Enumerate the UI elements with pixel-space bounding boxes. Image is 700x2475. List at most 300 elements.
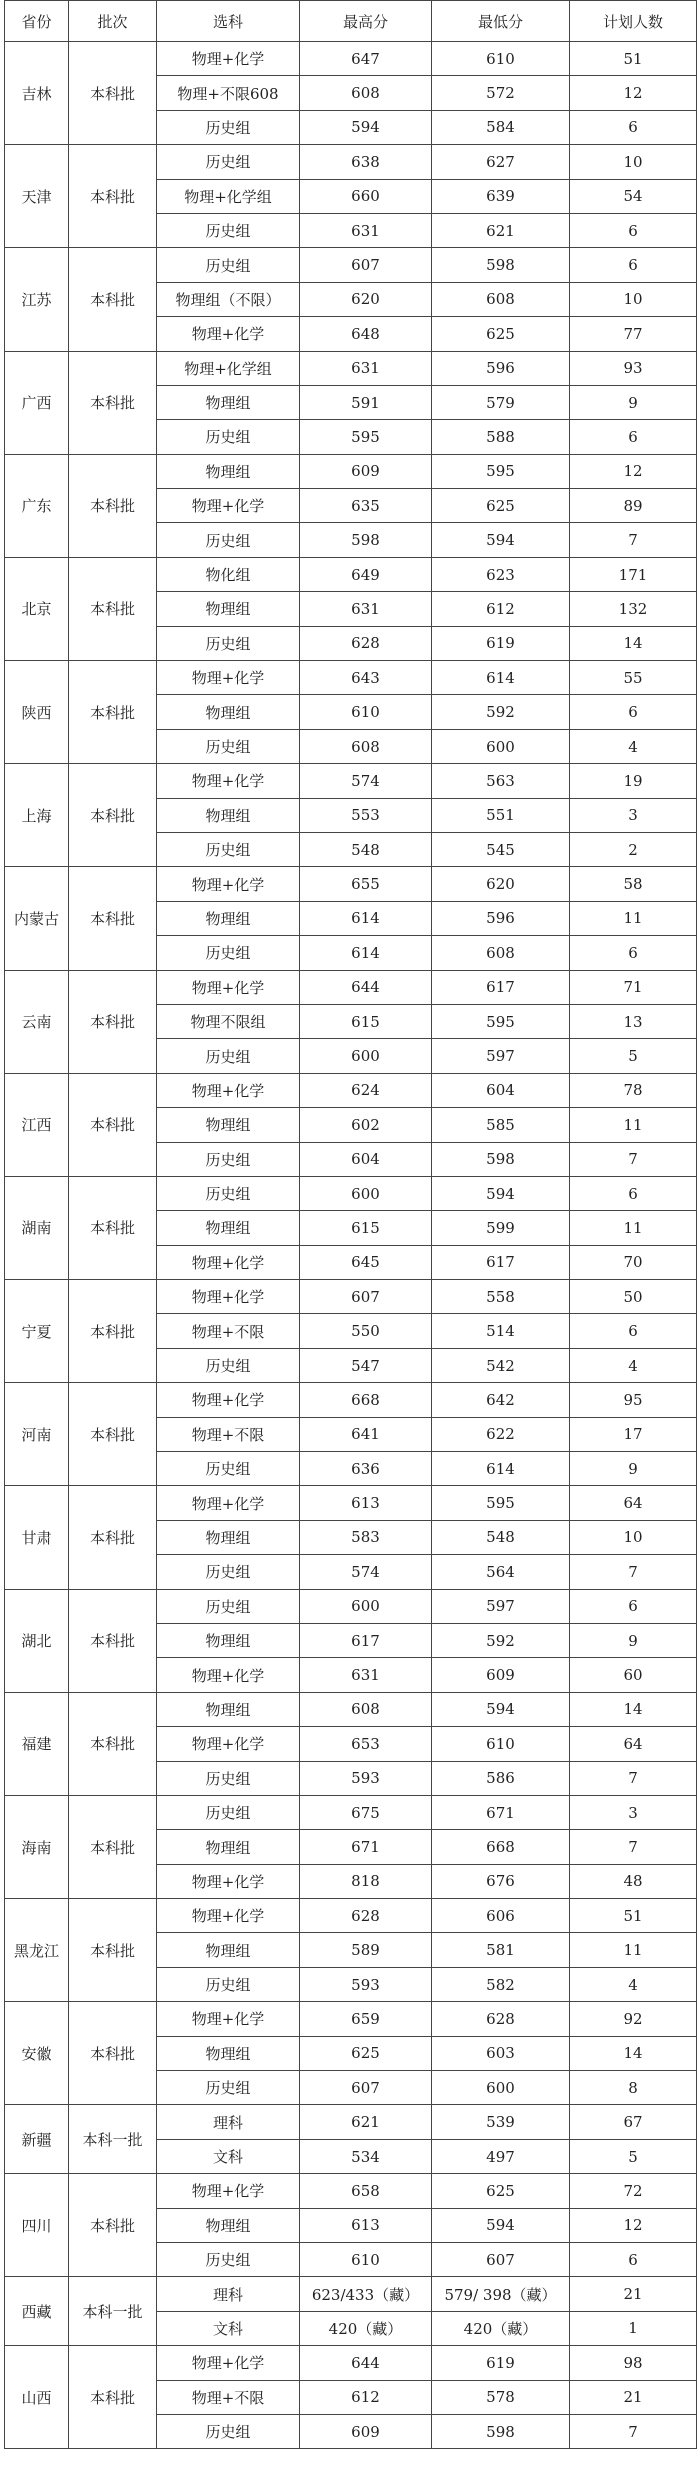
plan-count-cell: 6 xyxy=(570,248,697,282)
province-cell: 西藏 xyxy=(5,2277,69,2346)
min-score-cell: 595 xyxy=(432,1004,570,1038)
subject-cell: 历史组 xyxy=(157,420,300,454)
min-score-cell: 596 xyxy=(432,351,570,385)
min-score-cell: 594 xyxy=(432,2208,570,2242)
min-score-cell: 585 xyxy=(432,1108,570,1142)
max-score-cell: 644 xyxy=(300,2346,432,2380)
province-cell: 四川 xyxy=(5,2174,69,2277)
plan-count-cell: 51 xyxy=(570,42,697,76)
subject-cell: 物理组 xyxy=(157,695,300,729)
min-score-cell: 625 xyxy=(432,2174,570,2208)
max-score-cell: 623/433（藏） xyxy=(300,2277,432,2311)
max-score-cell: 628 xyxy=(300,626,432,660)
subject-cell: 物理组 xyxy=(157,1108,300,1142)
max-score-cell: 608 xyxy=(300,729,432,763)
subject-cell: 历史组 xyxy=(157,213,300,247)
max-score-cell: 624 xyxy=(300,1073,432,1107)
max-score-cell: 643 xyxy=(300,661,432,695)
plan-count-cell: 70 xyxy=(570,1245,697,1279)
max-score-cell: 644 xyxy=(300,970,432,1004)
min-score-cell: 608 xyxy=(432,936,570,970)
min-score-cell: 598 xyxy=(432,1142,570,1176)
table-row xyxy=(5,1795,697,1829)
plan-count-cell: 6 xyxy=(570,936,697,970)
batch-cell: 本科批 xyxy=(69,1383,157,1486)
max-score-cell: 602 xyxy=(300,1108,432,1142)
plan-count-cell: 54 xyxy=(570,179,697,213)
min-score-cell: 594 xyxy=(432,1692,570,1726)
table-row xyxy=(5,2277,697,2311)
plan-count-cell: 71 xyxy=(570,970,697,1004)
min-score-cell: 608 xyxy=(432,282,570,316)
max-score-cell: 608 xyxy=(300,76,432,110)
max-score-cell: 631 xyxy=(300,351,432,385)
min-score-cell: 548 xyxy=(432,1520,570,1554)
subject-cell: 理科 xyxy=(157,2277,300,2311)
plan-count-cell: 98 xyxy=(570,2346,697,2380)
plan-count-cell: 14 xyxy=(570,1692,697,1726)
plan-count-cell: 12 xyxy=(570,454,697,488)
batch-cell: 本科批 xyxy=(69,454,157,557)
table-row xyxy=(5,557,697,591)
plan-count-cell: 13 xyxy=(570,1004,697,1038)
batch-cell: 本科批 xyxy=(69,661,157,764)
min-score-cell: 581 xyxy=(432,1933,570,1967)
max-score-cell: 645 xyxy=(300,1245,432,1279)
plan-count-cell: 11 xyxy=(570,901,697,935)
province-cell: 吉林 xyxy=(5,42,69,145)
plan-count-cell: 72 xyxy=(570,2174,697,2208)
plan-count-cell: 7 xyxy=(570,523,697,557)
province-cell: 广西 xyxy=(5,351,69,454)
plan-count-cell: 6 xyxy=(570,1176,697,1210)
subject-cell: 物理组 xyxy=(157,1211,300,1245)
subject-cell: 历史组 xyxy=(157,523,300,557)
max-score-cell: 668 xyxy=(300,1383,432,1417)
min-score-cell: 627 xyxy=(432,145,570,179)
plan-count-cell: 6 xyxy=(570,110,697,144)
min-score-cell: 617 xyxy=(432,1245,570,1279)
min-score-cell: 610 xyxy=(432,1727,570,1761)
province-cell: 山西 xyxy=(5,2346,69,2449)
plan-count-cell: 5 xyxy=(570,2139,697,2173)
max-score-cell: 653 xyxy=(300,1727,432,1761)
max-score-cell: 612 xyxy=(300,2380,432,2414)
table-row xyxy=(5,1280,697,1314)
province-cell: 湖南 xyxy=(5,1176,69,1279)
min-score-cell: 594 xyxy=(432,523,570,557)
plan-count-cell: 58 xyxy=(570,867,697,901)
min-score-cell: 610 xyxy=(432,42,570,76)
batch-cell: 本科批 xyxy=(69,145,157,248)
max-score-cell: 613 xyxy=(300,2208,432,2242)
table-row xyxy=(5,1073,697,1107)
table-row xyxy=(5,2002,697,2036)
subject-cell: 物理+化学 xyxy=(157,1899,300,1933)
max-score-cell: 574 xyxy=(300,764,432,798)
batch-cell: 本科一批 xyxy=(69,2105,157,2174)
max-score-cell: 614 xyxy=(300,901,432,935)
max-score-cell: 589 xyxy=(300,1933,432,1967)
table-row xyxy=(5,2346,697,2380)
batch-cell: 本科批 xyxy=(69,42,157,145)
province-cell: 甘肃 xyxy=(5,1486,69,1589)
subject-cell: 历史组 xyxy=(157,145,300,179)
max-score-cell: 631 xyxy=(300,592,432,626)
header-plan-count: 计划人数 xyxy=(570,1,697,42)
max-score-cell: 548 xyxy=(300,832,432,866)
max-score-cell: 655 xyxy=(300,867,432,901)
header-subject: 选科 xyxy=(157,1,300,42)
batch-cell: 本科批 xyxy=(69,764,157,867)
batch-cell: 本科批 xyxy=(69,1176,157,1279)
subject-cell: 物理组（不限） xyxy=(157,282,300,316)
subject-cell: 物理+不限 xyxy=(157,1417,300,1451)
plan-count-cell: 7 xyxy=(570,1142,697,1176)
batch-cell: 本科批 xyxy=(69,867,157,970)
plan-count-cell: 21 xyxy=(570,2277,697,2311)
plan-count-cell: 8 xyxy=(570,2071,697,2105)
province-cell: 上海 xyxy=(5,764,69,867)
min-score-cell: 621 xyxy=(432,213,570,247)
min-score-cell: 582 xyxy=(432,1967,570,2001)
subject-cell: 历史组 xyxy=(157,1761,300,1795)
plan-count-cell: 7 xyxy=(570,1555,697,1589)
province-cell: 河南 xyxy=(5,1383,69,1486)
province-cell: 广东 xyxy=(5,454,69,557)
subject-cell: 历史组 xyxy=(157,1967,300,2001)
table-body xyxy=(5,42,697,2449)
table-row xyxy=(5,248,697,282)
plan-count-cell: 12 xyxy=(570,76,697,110)
subject-cell: 物理+化学 xyxy=(157,2002,300,2036)
plan-count-cell: 132 xyxy=(570,592,697,626)
table-row xyxy=(5,1486,697,1520)
min-score-cell: 564 xyxy=(432,1555,570,1589)
plan-count-cell: 4 xyxy=(570,1348,697,1382)
min-score-cell: 620 xyxy=(432,867,570,901)
min-score-cell: 642 xyxy=(432,1383,570,1417)
max-score-cell: 598 xyxy=(300,523,432,557)
max-score-cell: 608 xyxy=(300,1692,432,1726)
plan-count-cell: 6 xyxy=(570,420,697,454)
max-score-cell: 675 xyxy=(300,1795,432,1829)
plan-count-cell: 10 xyxy=(570,282,697,316)
plan-count-cell: 3 xyxy=(570,798,697,832)
header-min-score: 最低分 xyxy=(432,1,570,42)
subject-cell: 历史组 xyxy=(157,1348,300,1382)
max-score-cell: 636 xyxy=(300,1452,432,1486)
subject-cell: 物理组 xyxy=(157,592,300,626)
subject-cell: 物理+化学 xyxy=(157,661,300,695)
plan-count-cell: 10 xyxy=(570,1520,697,1554)
subject-cell: 历史组 xyxy=(157,110,300,144)
min-score-cell: 545 xyxy=(432,832,570,866)
min-score-cell: 539 xyxy=(432,2105,570,2139)
max-score-cell: 595 xyxy=(300,420,432,454)
subject-cell: 物理组 xyxy=(157,901,300,935)
max-score-cell: 620 xyxy=(300,282,432,316)
batch-cell: 本科批 xyxy=(69,1692,157,1795)
subject-cell: 历史组 xyxy=(157,1142,300,1176)
subject-cell: 物理+化学组 xyxy=(157,351,300,385)
plan-count-cell: 11 xyxy=(570,1933,697,1967)
batch-cell: 本科批 xyxy=(69,1486,157,1589)
min-score-cell: 558 xyxy=(432,1280,570,1314)
max-score-cell: 671 xyxy=(300,1830,432,1864)
max-score-cell: 648 xyxy=(300,317,432,351)
min-score-cell: 606 xyxy=(432,1899,570,1933)
min-score-cell: 614 xyxy=(432,661,570,695)
table-row xyxy=(5,351,697,385)
plan-count-cell: 67 xyxy=(570,2105,697,2139)
min-score-cell: 623 xyxy=(432,557,570,591)
subject-cell: 物理组 xyxy=(157,1933,300,1967)
plan-count-cell: 64 xyxy=(570,1727,697,1761)
min-score-cell: 497 xyxy=(432,2139,570,2173)
max-score-cell: 607 xyxy=(300,1280,432,1314)
plan-count-cell: 89 xyxy=(570,489,697,523)
min-score-cell: 586 xyxy=(432,1761,570,1795)
subject-cell: 文科 xyxy=(157,2139,300,2173)
subject-cell: 物理+化学 xyxy=(157,2346,300,2380)
min-score-cell: 609 xyxy=(432,1658,570,1692)
subject-cell: 物理+化学 xyxy=(157,1383,300,1417)
subject-cell: 物理+化学 xyxy=(157,867,300,901)
max-score-cell: 610 xyxy=(300,2243,432,2277)
plan-count-cell: 7 xyxy=(570,1830,697,1864)
batch-cell: 本科批 xyxy=(69,248,157,351)
plan-count-cell: 2 xyxy=(570,832,697,866)
table-row xyxy=(5,661,697,695)
batch-cell: 本科批 xyxy=(69,1795,157,1898)
plan-count-cell: 48 xyxy=(570,1864,697,1898)
subject-cell: 物理+化学 xyxy=(157,1658,300,1692)
plan-count-cell: 93 xyxy=(570,351,697,385)
plan-count-cell: 55 xyxy=(570,661,697,695)
max-score-cell: 615 xyxy=(300,1211,432,1245)
max-score-cell: 593 xyxy=(300,1761,432,1795)
batch-cell: 本科批 xyxy=(69,1280,157,1383)
max-score-cell: 621 xyxy=(300,2105,432,2139)
plan-count-cell: 6 xyxy=(570,695,697,729)
min-score-cell: 603 xyxy=(432,2036,570,2070)
subject-cell: 物理组 xyxy=(157,385,300,419)
subject-cell: 历史组 xyxy=(157,1795,300,1829)
subject-cell: 物理+化学 xyxy=(157,1073,300,1107)
max-score-cell: 574 xyxy=(300,1555,432,1589)
max-score-cell: 607 xyxy=(300,2071,432,2105)
plan-count-cell: 51 xyxy=(570,1899,697,1933)
batch-cell: 本科批 xyxy=(69,351,157,454)
min-score-cell: 579/ 398（藏） xyxy=(432,2277,570,2311)
province-cell: 黑龙江 xyxy=(5,1899,69,2002)
plan-count-cell: 11 xyxy=(570,1108,697,1142)
min-score-cell: 542 xyxy=(432,1348,570,1382)
plan-count-cell: 21 xyxy=(570,2380,697,2414)
max-score-cell: 649 xyxy=(300,557,432,591)
plan-count-cell: 14 xyxy=(570,626,697,660)
province-cell: 天津 xyxy=(5,145,69,248)
province-cell: 内蒙古 xyxy=(5,867,69,970)
max-score-cell: 607 xyxy=(300,248,432,282)
plan-count-cell: 6 xyxy=(570,213,697,247)
batch-cell: 本科批 xyxy=(69,2346,157,2449)
batch-cell: 本科批 xyxy=(69,1899,157,2002)
batch-cell: 本科批 xyxy=(69,2002,157,2105)
batch-cell: 本科批 xyxy=(69,2174,157,2277)
min-score-cell: 599 xyxy=(432,1211,570,1245)
plan-count-cell: 5 xyxy=(570,1039,697,1073)
table-row xyxy=(5,454,697,488)
batch-cell: 本科批 xyxy=(69,557,157,660)
min-score-cell: 579 xyxy=(432,385,570,419)
max-score-cell: 583 xyxy=(300,1520,432,1554)
plan-count-cell: 9 xyxy=(570,1452,697,1486)
min-score-cell: 597 xyxy=(432,1039,570,1073)
min-score-cell: 572 xyxy=(432,76,570,110)
subject-cell: 物理组 xyxy=(157,2036,300,2070)
min-score-cell: 619 xyxy=(432,626,570,660)
table-row xyxy=(5,1899,697,1933)
min-score-cell: 598 xyxy=(432,2414,570,2448)
subject-cell: 理科 xyxy=(157,2105,300,2139)
province-cell: 北京 xyxy=(5,557,69,660)
max-score-cell: 625 xyxy=(300,2036,432,2070)
min-score-cell: 514 xyxy=(432,1314,570,1348)
subject-cell: 物理组 xyxy=(157,2208,300,2242)
min-score-cell: 588 xyxy=(432,420,570,454)
table-row xyxy=(5,970,697,1004)
plan-count-cell: 50 xyxy=(570,1280,697,1314)
subject-cell: 物理+化学 xyxy=(157,489,300,523)
province-cell: 安徽 xyxy=(5,2002,69,2105)
max-score-cell: 420（藏） xyxy=(300,2311,432,2345)
subject-cell: 历史组 xyxy=(157,2414,300,2448)
subject-cell: 历史组 xyxy=(157,2071,300,2105)
plan-count-cell: 4 xyxy=(570,729,697,763)
max-score-cell: 818 xyxy=(300,1864,432,1898)
plan-count-cell: 6 xyxy=(570,2243,697,2277)
batch-cell: 本科批 xyxy=(69,1589,157,1692)
subject-cell: 文科 xyxy=(157,2311,300,2345)
min-score-cell: 594 xyxy=(432,1176,570,1210)
subject-cell: 物理+不限 xyxy=(157,2380,300,2414)
plan-count-cell: 64 xyxy=(570,1486,697,1520)
plan-count-cell: 9 xyxy=(570,385,697,419)
subject-cell: 物理+化学 xyxy=(157,2174,300,2208)
plan-count-cell: 171 xyxy=(570,557,697,591)
table-row xyxy=(5,867,697,901)
min-score-cell: 617 xyxy=(432,970,570,1004)
max-score-cell: 600 xyxy=(300,1039,432,1073)
min-score-cell: 420（藏） xyxy=(432,2311,570,2345)
province-cell: 新疆 xyxy=(5,2105,69,2174)
min-score-cell: 604 xyxy=(432,1073,570,1107)
table-row xyxy=(5,2174,697,2208)
max-score-cell: 600 xyxy=(300,1589,432,1623)
subject-cell: 历史组 xyxy=(157,2243,300,2277)
subject-cell: 物理+化学 xyxy=(157,970,300,1004)
subject-cell: 物理+化学 xyxy=(157,764,300,798)
subject-cell: 历史组 xyxy=(157,626,300,660)
min-score-cell: 596 xyxy=(432,901,570,935)
header-max-score: 最高分 xyxy=(300,1,432,42)
table-row xyxy=(5,1176,697,1210)
plan-count-cell: 92 xyxy=(570,2002,697,2036)
min-score-cell: 628 xyxy=(432,2002,570,2036)
max-score-cell: 553 xyxy=(300,798,432,832)
province-cell: 云南 xyxy=(5,970,69,1073)
min-score-cell: 622 xyxy=(432,1417,570,1451)
header-batch: 批次 xyxy=(69,1,157,42)
subject-cell: 物理+不限608 xyxy=(157,76,300,110)
max-score-cell: 641 xyxy=(300,1417,432,1451)
min-score-cell: 600 xyxy=(432,2071,570,2105)
plan-count-cell: 19 xyxy=(570,764,697,798)
plan-count-cell: 12 xyxy=(570,2208,697,2242)
max-score-cell: 534 xyxy=(300,2139,432,2173)
province-cell: 江西 xyxy=(5,1073,69,1176)
subject-cell: 物理+化学 xyxy=(157,1727,300,1761)
subject-cell: 物理组 xyxy=(157,1520,300,1554)
plan-count-cell: 95 xyxy=(570,1383,697,1417)
table-row xyxy=(5,42,697,76)
plan-count-cell: 11 xyxy=(570,1211,697,1245)
min-score-cell: 612 xyxy=(432,592,570,626)
min-score-cell: 676 xyxy=(432,1864,570,1898)
max-score-cell: 631 xyxy=(300,213,432,247)
min-score-cell: 625 xyxy=(432,489,570,523)
min-score-cell: 671 xyxy=(432,1795,570,1829)
plan-count-cell: 78 xyxy=(570,1073,697,1107)
subject-cell: 历史组 xyxy=(157,1039,300,1073)
plan-count-cell: 4 xyxy=(570,1967,697,2001)
plan-count-cell: 7 xyxy=(570,1761,697,1795)
max-score-cell: 593 xyxy=(300,1967,432,2001)
subject-cell: 物理组 xyxy=(157,1830,300,1864)
subject-cell: 物理组 xyxy=(157,1623,300,1657)
subject-cell: 物理不限组 xyxy=(157,1004,300,1038)
subject-cell: 物理+化学组 xyxy=(157,179,300,213)
province-cell: 海南 xyxy=(5,1795,69,1898)
subject-cell: 物理+不限 xyxy=(157,1314,300,1348)
header-row xyxy=(5,1,697,42)
table-row xyxy=(5,145,697,179)
max-score-cell: 609 xyxy=(300,454,432,488)
max-score-cell: 613 xyxy=(300,1486,432,1520)
plan-count-cell: 6 xyxy=(570,1589,697,1623)
max-score-cell: 660 xyxy=(300,179,432,213)
province-cell: 湖北 xyxy=(5,1589,69,1692)
subject-cell: 物理+化学 xyxy=(157,1864,300,1898)
max-score-cell: 594 xyxy=(300,110,432,144)
max-score-cell: 628 xyxy=(300,1899,432,1933)
table-row xyxy=(5,1692,697,1726)
min-score-cell: 592 xyxy=(432,695,570,729)
plan-count-cell: 6 xyxy=(570,1314,697,1348)
subject-cell: 物化组 xyxy=(157,557,300,591)
subject-cell: 物理组 xyxy=(157,454,300,488)
subject-cell: 物理+化学 xyxy=(157,1245,300,1279)
min-score-cell: 595 xyxy=(432,454,570,488)
plan-count-cell: 14 xyxy=(570,2036,697,2070)
min-score-cell: 614 xyxy=(432,1452,570,1486)
province-cell: 宁夏 xyxy=(5,1280,69,1383)
min-score-cell: 600 xyxy=(432,729,570,763)
plan-count-cell: 1 xyxy=(570,2311,697,2345)
min-score-cell: 563 xyxy=(432,764,570,798)
